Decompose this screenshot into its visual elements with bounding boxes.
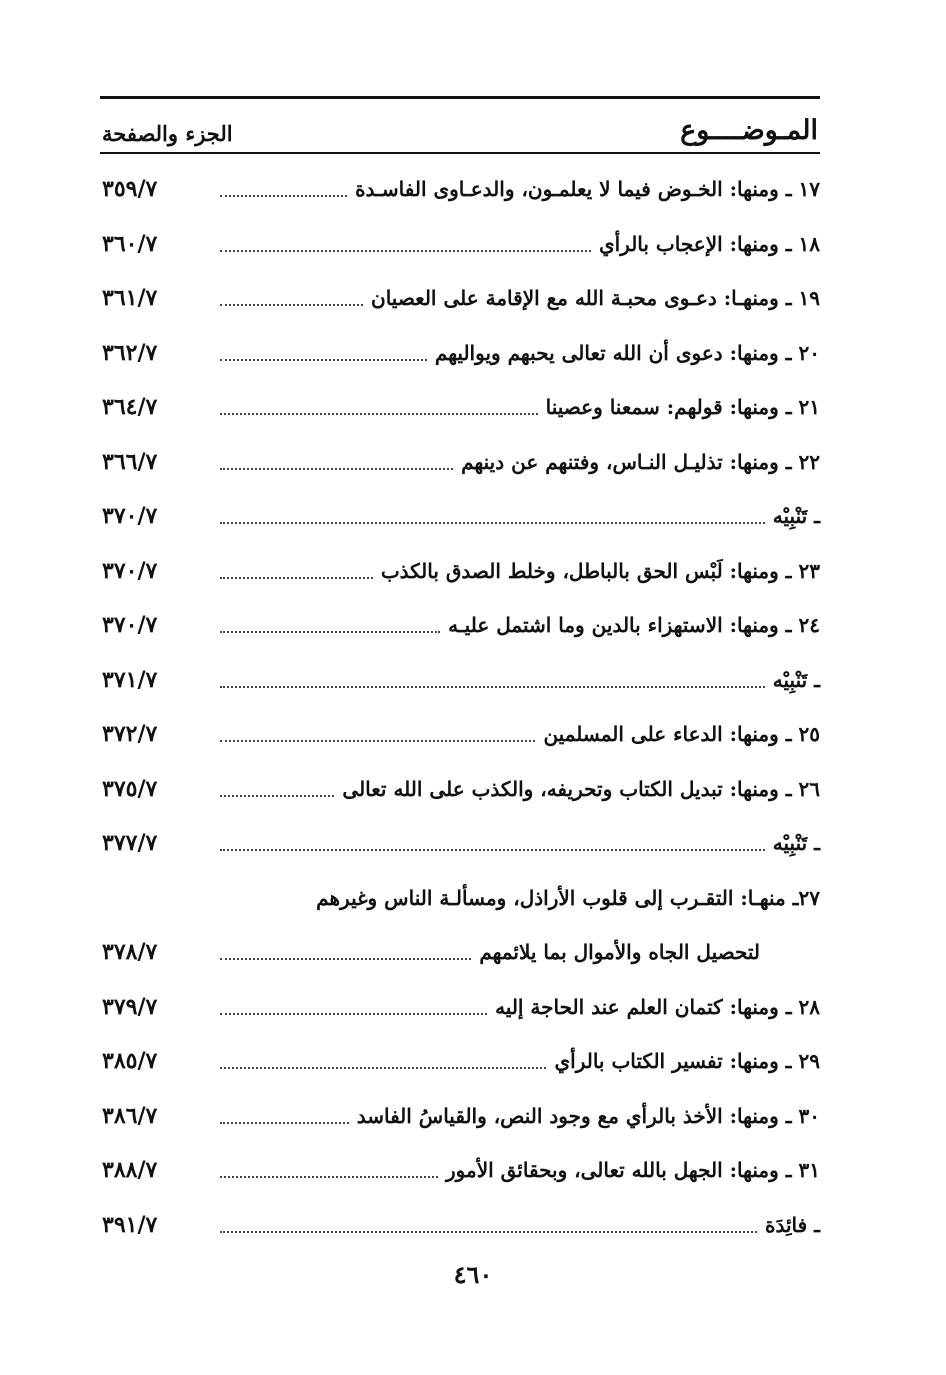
toc-entry-page: ٣٦٠/٧ — [102, 230, 158, 257]
toc-entry-title: ٢٥ ـ ومنها: الدعاء على المسلمين — [543, 722, 820, 747]
toc-entry-page: ٣٧٠/٧ — [102, 557, 158, 584]
dot-leader — [220, 958, 471, 960]
dot-leader — [220, 522, 765, 524]
toc-entry-page: ٣٧٧/٧ — [102, 830, 158, 857]
dot-leader — [220, 577, 373, 579]
toc-entry-page: ٣٧٢/٧ — [102, 721, 158, 748]
page-number: ٤٦٠ — [453, 1260, 493, 1289]
toc-row — [100, 489, 820, 544]
toc-entry-page: ٣٦٦/٧ — [102, 448, 158, 475]
toc-entry-title: ٢٧ـ منهـا: التقـرب إلى قلوب الأراذل، ومسألـة الناس وغيرهم — [316, 885, 820, 910]
dot-leader — [220, 1231, 757, 1233]
toc-entry-title: ٢٨ ـ ومنها: كتمان العلم عند الحاجة إليه — [495, 994, 820, 1019]
toc-row — [100, 380, 820, 435]
toc-entry-page: ٣٨٦/٧ — [102, 1102, 158, 1129]
dot-leader — [220, 740, 535, 742]
dot-leader — [220, 250, 591, 252]
toc-entry-page: ٣٧٠/٧ — [102, 612, 158, 639]
toc-entry-title: ١٧ ـ ومنها: الخـوض فيما لا يعلمـون، والدعـاوى الفاسـدة — [355, 177, 820, 202]
toc-row — [100, 326, 820, 381]
toc-entry-title: ١٩ ـ ومنهـا: دعـوى محبـة الله مع الإقامة على العصيان — [371, 286, 820, 311]
toc-entry-title: ـ تَنْبِيْه — [772, 667, 820, 692]
toc-entry-page: ٣٩١/٧ — [102, 1211, 158, 1238]
toc-row — [100, 598, 820, 653]
toc-row — [100, 816, 820, 871]
toc-row — [100, 435, 820, 490]
toc-entry-title: ـ تَنْبِيْه — [772, 831, 820, 856]
toc-entry-page: ٣٧٥/٧ — [102, 775, 158, 802]
toc-row-wrapped-continuation — [100, 925, 820, 980]
toc-row — [100, 544, 820, 599]
toc-entry-title: ـ تَنْبِيْه — [772, 504, 820, 529]
toc-entry-title: ٢٢ ـ ومنها: تذليـل النـاس، وفتنهم عن دينهم — [461, 449, 820, 474]
toc-entry-title: ـ فائِدَة — [764, 1212, 820, 1237]
dot-leader — [220, 195, 347, 197]
toc-entry-page: ٣٧٨/٧ — [102, 939, 158, 966]
toc-list — [100, 162, 820, 1252]
toc-entry-page: ٣٧٩/٧ — [102, 993, 158, 1020]
toc-row — [100, 162, 820, 217]
dot-leader — [220, 304, 363, 306]
dot-leader — [220, 849, 765, 851]
dot-leader — [220, 359, 427, 361]
toc-entry-page: ٣٦٤/٧ — [102, 394, 158, 421]
toc-entry-title: ٢٤ ـ ومنها: الاستهزاء بالدين وما اشتمل عليـه — [448, 613, 820, 638]
toc-row — [100, 1034, 820, 1089]
toc-entry-title: ٣١ ـ ومنها: الجهل بالله تعالى، وبحقائق الأمور — [446, 1158, 820, 1183]
toc-entry-title: ٢٣ ـ ومنها: لَبْس الحق بالباطل، وخلط الصدق بالكذب — [380, 558, 820, 583]
toc-entry-page: ٣٧١/٧ — [102, 666, 158, 693]
toc-entry-page: ٣٦٢/٧ — [102, 339, 158, 366]
toc-row — [100, 217, 820, 272]
toc-row — [100, 980, 820, 1035]
dot-leader — [220, 631, 440, 633]
toc-entry-title: ٣٠ ـ ومنها: الأخذ بالرأي مع وجود النص، والقياسُ الفاسد — [356, 1103, 820, 1128]
toc-entry-title: ٢٩ ـ ومنها: تفسير الكتاب بالرأي — [554, 1049, 820, 1074]
toc-row — [100, 707, 820, 762]
toc-row — [100, 271, 820, 326]
dot-leader — [220, 795, 334, 797]
dot-leader — [220, 686, 765, 688]
toc-entry-page: ٣٥٩/٧ — [102, 176, 158, 203]
dot-leader — [220, 1067, 546, 1069]
toc-entry-title: ٢٦ ـ ومنها: تبديل الكتاب وتحريفه، والكذب على الله تعالى — [342, 776, 820, 801]
dot-leader — [220, 413, 538, 415]
toc-row — [100, 653, 820, 708]
topic-column-heading: المـوضــــوع — [680, 115, 818, 146]
dot-leader — [220, 468, 453, 470]
toc-entry-title: ٢٠ ـ ومنها: دعوى أن الله تعالى يحبهم ويواليهم — [434, 340, 820, 365]
toc-row — [100, 762, 820, 817]
part-page-column-heading: الجزء والصفحة — [102, 121, 233, 146]
toc-entry-page: ٣٦١/٧ — [102, 285, 158, 312]
toc-row — [100, 1198, 820, 1253]
toc-entry-page: ٣٧٠/٧ — [102, 503, 158, 530]
toc-row — [100, 1143, 820, 1198]
toc-entry-title: لتحصيل الجاه والأموال بما يلائمهم — [479, 940, 760, 965]
toc-page — [100, 96, 820, 1252]
dot-leader — [220, 1013, 487, 1015]
toc-row — [100, 1089, 820, 1144]
toc-row-wrapped-first-line — [100, 871, 820, 926]
dot-leader — [220, 1176, 438, 1178]
toc-header — [100, 99, 820, 154]
toc-entry-page: ٣٨٥/٧ — [102, 1048, 158, 1075]
toc-entry-title: ١٨ ـ ومنها: الإعجاب بالرأي — [598, 231, 820, 256]
toc-entry-title: ٢١ ـ ومنها: قولهم: سمعنا وعصينا — [545, 395, 820, 420]
dot-leader — [220, 1122, 349, 1124]
toc-entry-page: ٣٨٨/٧ — [102, 1157, 158, 1184]
